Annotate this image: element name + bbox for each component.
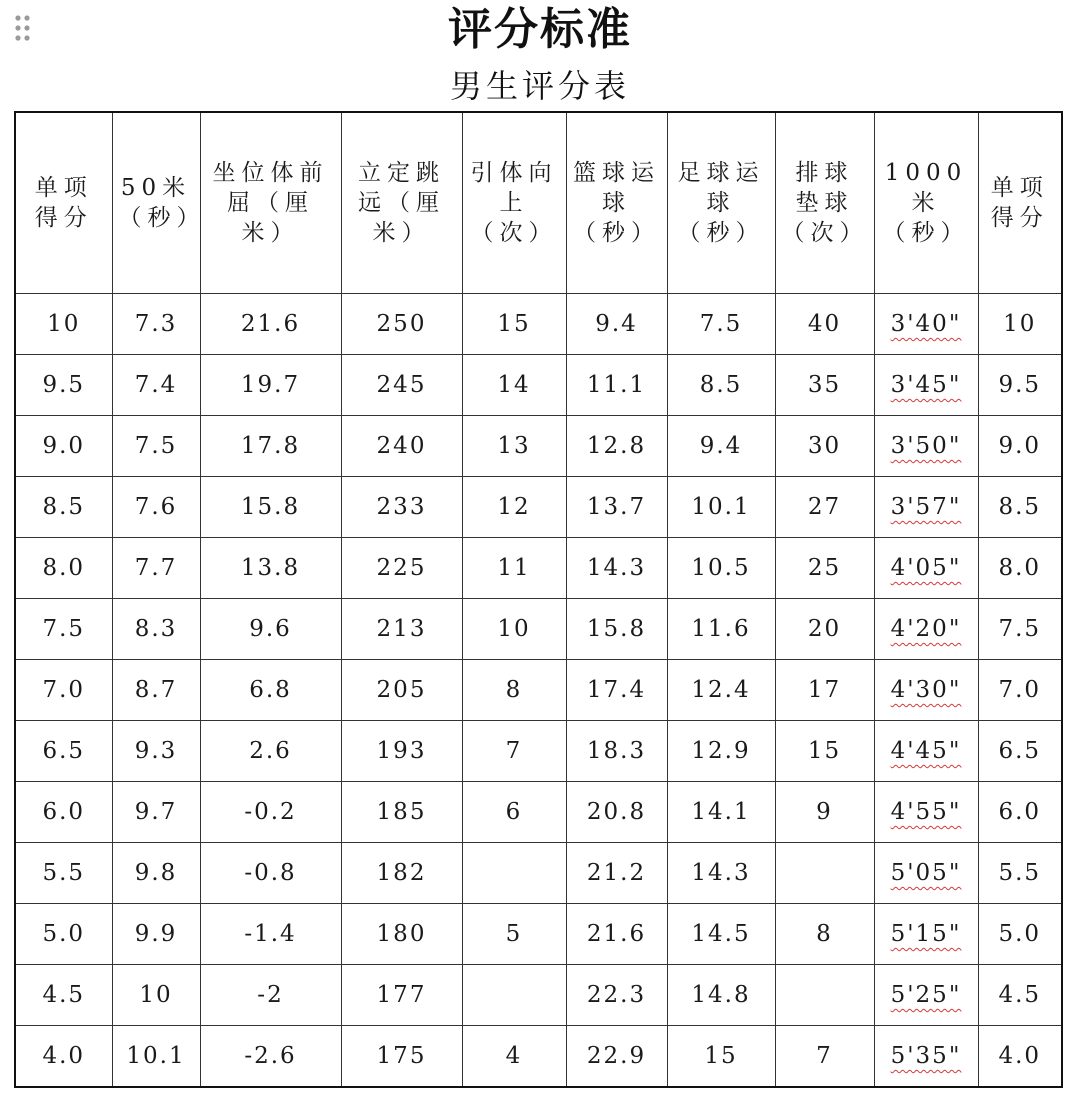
cell-football-dribble: 8.5: [667, 355, 775, 416]
cell-50m: 7.7: [112, 538, 200, 599]
cell-basketball-dribble: 22.3: [566, 965, 667, 1026]
cell-sit-and-reach: -0.2: [200, 782, 341, 843]
cell-single-score: 6.0: [15, 782, 112, 843]
cell-50m: 9.9: [112, 904, 200, 965]
cell-basketball-dribble: 20.8: [566, 782, 667, 843]
header-volleyball-pass: 排球垫球（次）: [775, 112, 874, 294]
cell-standing-long-jump: 205: [341, 660, 462, 721]
cell-1000m-value: 3'40": [890, 311, 962, 337]
cell-50m: 8.3: [112, 599, 200, 660]
table-row: [15, 782, 1062, 843]
cell-basketball-dribble: 21.2: [566, 843, 667, 904]
cell-single-score: 7.0: [15, 660, 112, 721]
cell-basketball-dribble: 12.8: [566, 416, 667, 477]
header-basketball-dribble: 篮球运球（秒）: [566, 112, 667, 294]
cell-football-dribble: 14.5: [667, 904, 775, 965]
cell-football-dribble: 12.4: [667, 660, 775, 721]
cell-pull-ups: 5: [462, 904, 566, 965]
cell-single-score-right: 7.0: [978, 660, 1062, 721]
table-row: [15, 416, 1062, 477]
cell-50m: 8.7: [112, 660, 200, 721]
cell-basketball-dribble: 14.3: [566, 538, 667, 599]
cell-50m: 7.3: [112, 294, 200, 355]
cell-1000m: [874, 599, 978, 660]
cell-volleyball-pass: 30: [775, 416, 874, 477]
header-50m: 50米（秒）: [112, 112, 200, 294]
cell-single-score-right: 6.0: [978, 782, 1062, 843]
cell-basketball-dribble: 13.7: [566, 477, 667, 538]
cell-basketball-dribble: 9.4: [566, 294, 667, 355]
header-pull-ups: 引体向上（次）: [462, 112, 566, 294]
cell-sit-and-reach: -2: [200, 965, 341, 1026]
table-row: [15, 660, 1062, 721]
cell-sit-and-reach: -1.4: [200, 904, 341, 965]
cell-basketball-dribble: 18.3: [566, 721, 667, 782]
cell-standing-long-jump: 245: [341, 355, 462, 416]
cell-volleyball-pass: 35: [775, 355, 874, 416]
cell-standing-long-jump: 177: [341, 965, 462, 1026]
cell-single-score-right: 8.0: [978, 538, 1062, 599]
cell-single-score: 10: [15, 294, 112, 355]
cell-single-score-right: 5.5: [978, 843, 1062, 904]
cell-1000m: [874, 843, 978, 904]
cell-sit-and-reach: -2.6: [200, 1026, 341, 1088]
cell-standing-long-jump: 180: [341, 904, 462, 965]
cell-1000m: [874, 477, 978, 538]
cell-standing-long-jump: 225: [341, 538, 462, 599]
cell-single-score-right: 5.0: [978, 904, 1062, 965]
cell-single-score: 7.5: [15, 599, 112, 660]
cell-pull-ups: 10: [462, 599, 566, 660]
cell-single-score: 6.5: [15, 721, 112, 782]
header-row: [15, 112, 1062, 294]
page-subtitle: 男生评分表: [449, 67, 630, 105]
cell-sit-and-reach: 15.8: [200, 477, 341, 538]
cell-1000m: [874, 355, 978, 416]
cell-1000m: [874, 294, 978, 355]
cell-volleyball-pass: 15: [775, 721, 874, 782]
cell-single-score: 9.0: [15, 416, 112, 477]
cell-sit-and-reach: 6.8: [200, 660, 341, 721]
cell-volleyball-pass: 17: [775, 660, 874, 721]
cell-single-score: 5.5: [15, 843, 112, 904]
header-single-score-right: 单项得分: [978, 112, 1062, 294]
cell-standing-long-jump: 213: [341, 599, 462, 660]
cell-50m: 9.7: [112, 782, 200, 843]
table-row: [15, 965, 1062, 1026]
header-1000m: 1000米（秒）: [874, 112, 978, 294]
cell-standing-long-jump: 250: [341, 294, 462, 355]
cell-sit-and-reach: 21.6: [200, 294, 341, 355]
cell-pull-ups: 14: [462, 355, 566, 416]
cell-pull-ups: 6: [462, 782, 566, 843]
cell-1000m: [874, 721, 978, 782]
cell-50m: 10.1: [112, 1026, 200, 1088]
cell-football-dribble: 9.4: [667, 416, 775, 477]
cell-single-score-right: 10: [978, 294, 1062, 355]
cell-football-dribble: 15: [667, 1026, 775, 1088]
cell-1000m-value: 5'25": [890, 982, 962, 1008]
cell-single-score: 9.5: [15, 355, 112, 416]
table-row: [15, 477, 1062, 538]
cell-volleyball-pass: 27: [775, 477, 874, 538]
score-table: [14, 111, 1063, 1088]
cell-single-score: 4.0: [15, 1026, 112, 1088]
cell-1000m-value: 5'15": [890, 921, 962, 947]
cell-50m: 9.3: [112, 721, 200, 782]
cell-1000m: [874, 660, 978, 721]
cell-volleyball-pass: 20: [775, 599, 874, 660]
cell-pull-ups: 7: [462, 721, 566, 782]
cell-1000m: [874, 1026, 978, 1088]
cell-single-score-right: 7.5: [978, 599, 1062, 660]
cell-50m: 7.4: [112, 355, 200, 416]
cell-1000m-value: 3'57": [890, 494, 962, 520]
cell-50m: 7.5: [112, 416, 200, 477]
cell-basketball-dribble: 21.6: [566, 904, 667, 965]
cell-sit-and-reach: 13.8: [200, 538, 341, 599]
cell-pull-ups: 4: [462, 1026, 566, 1088]
cell-standing-long-jump: 233: [341, 477, 462, 538]
table-row: [15, 599, 1062, 660]
cell-volleyball-pass: 25: [775, 538, 874, 599]
cell-single-score: 8.0: [15, 538, 112, 599]
cell-1000m-value: 4'45": [890, 738, 962, 764]
cell-volleyball-pass: 8: [775, 904, 874, 965]
cell-football-dribble: 10.1: [667, 477, 775, 538]
cell-single-score-right: 9.0: [978, 416, 1062, 477]
cell-1000m-value: 3'50": [890, 433, 962, 459]
cell-sit-and-reach: 2.6: [200, 721, 341, 782]
cell-volleyball-pass: 7: [775, 1026, 874, 1088]
cell-1000m: [874, 416, 978, 477]
cell-pull-ups: 11: [462, 538, 566, 599]
cell-single-score: 5.0: [15, 904, 112, 965]
table-row: [15, 1026, 1062, 1088]
cell-1000m: [874, 538, 978, 599]
header-sit-and-reach: 坐位体前屈（厘米）: [200, 112, 341, 294]
cell-pull-ups: 12: [462, 477, 566, 538]
cell-football-dribble: 14.1: [667, 782, 775, 843]
cell-1000m: [874, 965, 978, 1026]
cell-pull-ups: 8: [462, 660, 566, 721]
cell-single-score-right: 4.0: [978, 1026, 1062, 1088]
cell-standing-long-jump: 185: [341, 782, 462, 843]
cell-sit-and-reach: 17.8: [200, 416, 341, 477]
cell-football-dribble: 12.9: [667, 721, 775, 782]
cell-1000m: [874, 782, 978, 843]
cell-sit-and-reach: 19.7: [200, 355, 341, 416]
cell-volleyball-pass: 40: [775, 294, 874, 355]
cell-standing-long-jump: 182: [341, 843, 462, 904]
cell-50m: 7.6: [112, 477, 200, 538]
cell-1000m-value: 5'05": [890, 860, 962, 886]
cell-pull-ups: 15: [462, 294, 566, 355]
cell-pull-ups: [462, 843, 566, 904]
cell-single-score: 4.5: [15, 965, 112, 1026]
table-row: [15, 721, 1062, 782]
cell-1000m-value: 4'55": [890, 799, 962, 825]
cell-basketball-dribble: 17.4: [566, 660, 667, 721]
cell-1000m-value: 4'20": [890, 616, 962, 642]
cell-standing-long-jump: 193: [341, 721, 462, 782]
page-title: 评分标准: [448, 4, 632, 55]
header-single-score: 单项得分: [15, 112, 112, 294]
table-row: [15, 294, 1062, 355]
cell-basketball-dribble: 22.9: [566, 1026, 667, 1088]
cell-football-dribble: 14.8: [667, 965, 775, 1026]
cell-pull-ups: 13: [462, 416, 566, 477]
table-row: [15, 355, 1062, 416]
cell-sit-and-reach: 9.6: [200, 599, 341, 660]
cell-sit-and-reach: -0.8: [200, 843, 341, 904]
cell-pull-ups: [462, 965, 566, 1026]
cell-single-score-right: 4.5: [978, 965, 1062, 1026]
cell-volleyball-pass: [775, 965, 874, 1026]
header-football-dribble: 足球运球（秒）: [667, 112, 775, 294]
cell-football-dribble: 11.6: [667, 599, 775, 660]
table-row: [15, 843, 1062, 904]
cell-basketball-dribble: 15.8: [566, 599, 667, 660]
header-standing-long-jump: 立定跳远（厘米）: [341, 112, 462, 294]
cell-football-dribble: 7.5: [667, 294, 775, 355]
cell-single-score: 8.5: [15, 477, 112, 538]
cell-volleyball-pass: [775, 843, 874, 904]
cell-1000m-value: 4'05": [890, 555, 962, 581]
cell-football-dribble: 10.5: [667, 538, 775, 599]
cell-50m: 9.8: [112, 843, 200, 904]
cell-1000m-value: 3'45": [890, 372, 962, 398]
cell-50m: 10: [112, 965, 200, 1026]
cell-standing-long-jump: 175: [341, 1026, 462, 1088]
table-body: [15, 294, 1062, 1088]
cell-basketball-dribble: 11.1: [566, 355, 667, 416]
cell-1000m: [874, 904, 978, 965]
cell-single-score-right: 8.5: [978, 477, 1062, 538]
cell-standing-long-jump: 240: [341, 416, 462, 477]
cell-1000m-value: 4'30": [890, 677, 962, 703]
table-row: [15, 538, 1062, 599]
cell-football-dribble: 14.3: [667, 843, 775, 904]
cell-1000m-value: 5'35": [890, 1043, 962, 1069]
cell-single-score-right: 9.5: [978, 355, 1062, 416]
table-row: [15, 904, 1062, 965]
cell-volleyball-pass: 9: [775, 782, 874, 843]
cell-single-score-right: 6.5: [978, 721, 1062, 782]
